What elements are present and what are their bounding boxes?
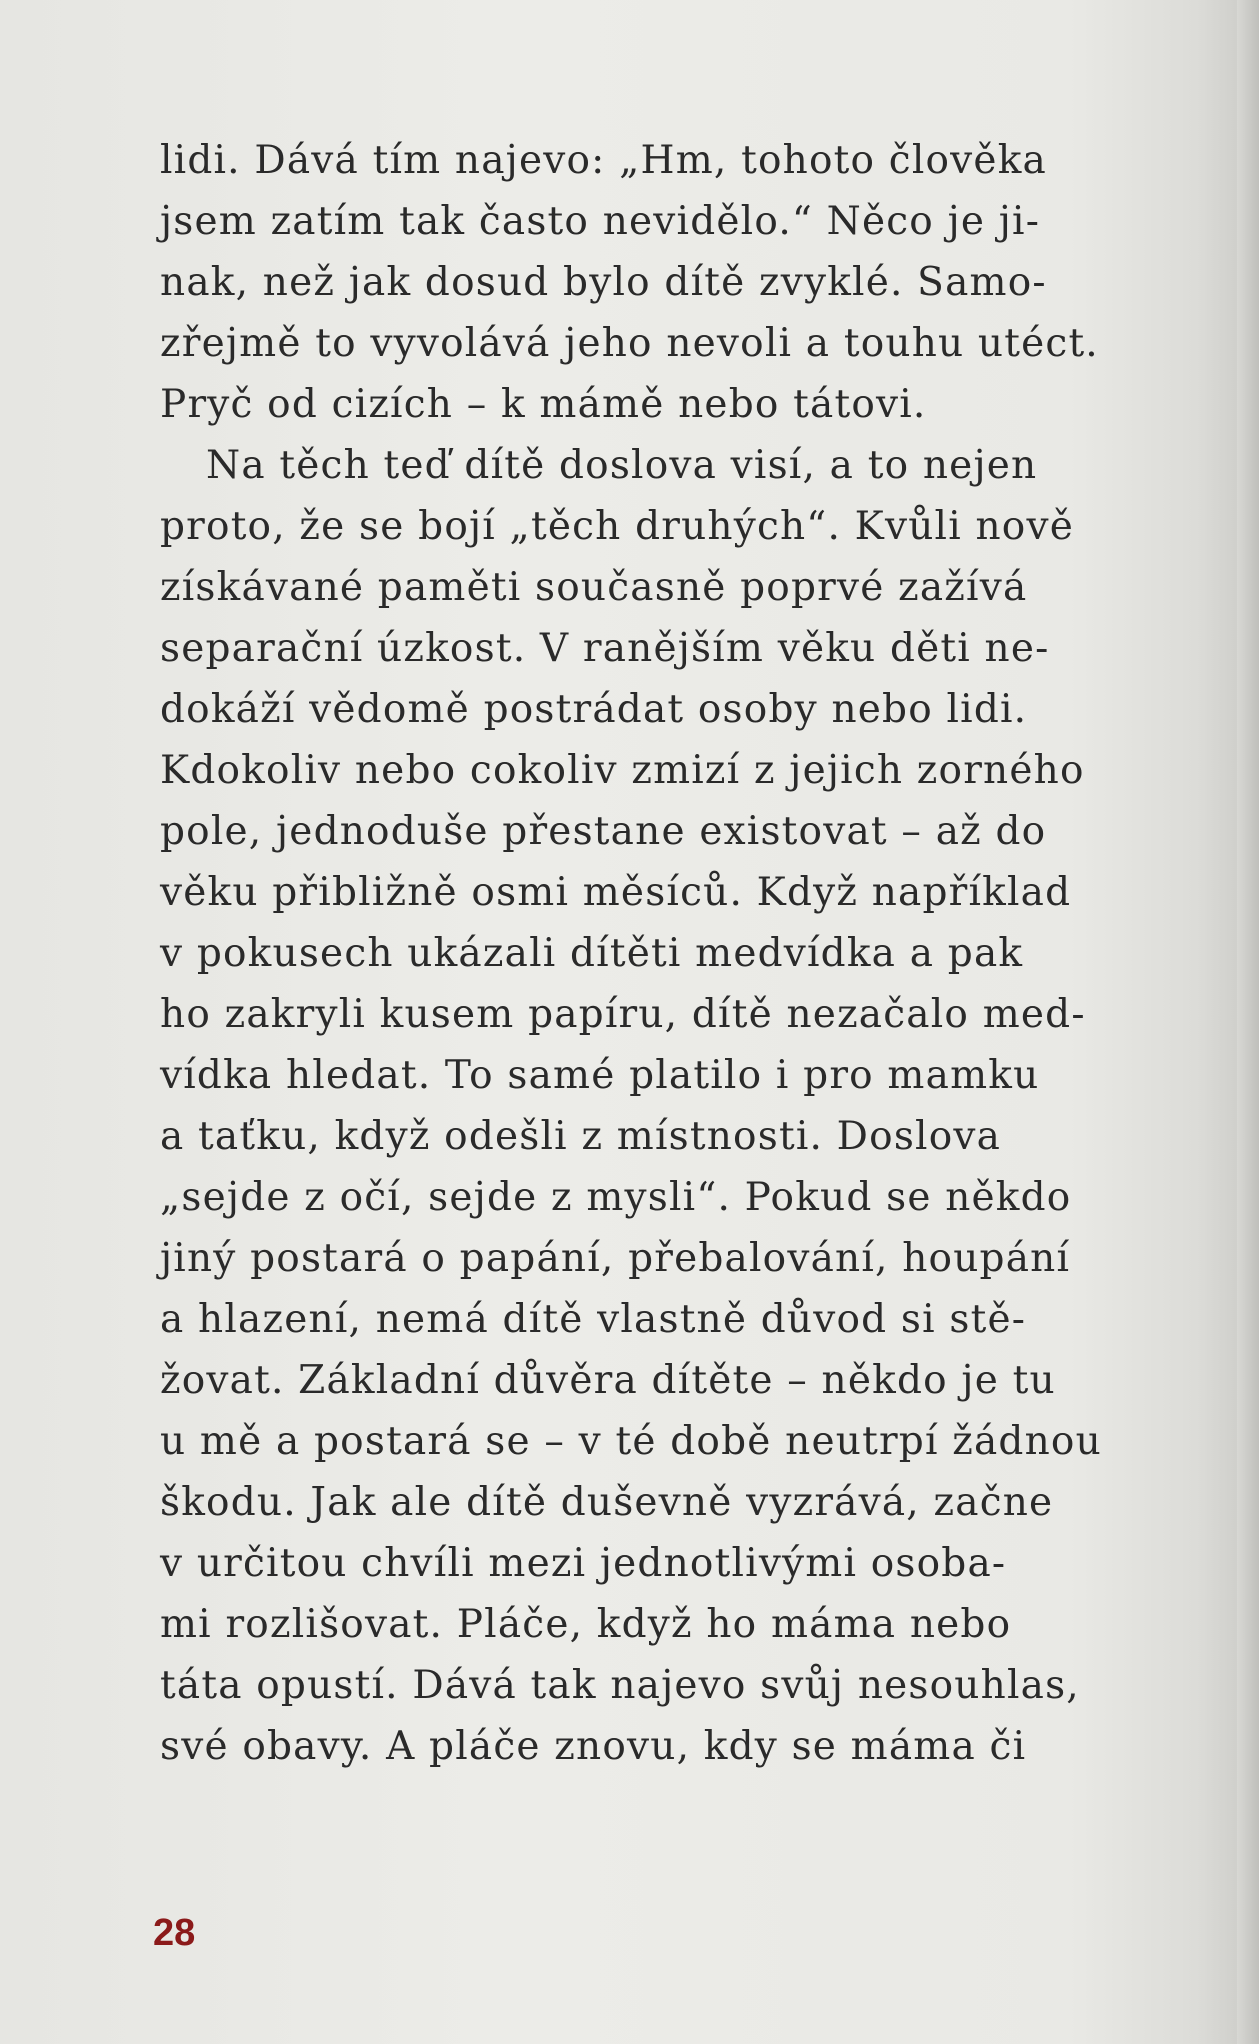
text-line: Pryč od cizích – k mámě nebo tátovi. (160, 382, 927, 427)
text-line: proto, že se bojí „těch druhých“. Kvůli nově (160, 504, 1074, 549)
text-line: lidi. Dává tím najevo: „Hm, tohoto člověka (160, 138, 1047, 183)
text-line: a taťku, když odešli z místnosti. Doslova (160, 1114, 1002, 1159)
page-number: 28 (153, 1912, 196, 1954)
text-line: jsem zatím tak často nevidělo.“ Něco je ji- (160, 199, 1041, 244)
text-line: v pokusech ukázali dítěti medvídka a pak (160, 931, 1024, 976)
text-line: věku přibližně osmi měsíců. Když například (160, 870, 1072, 915)
text-line: zřejmě to vyvolává jeho nevoli a touhu utéct. (160, 321, 1099, 366)
text-line: škodu. Jak ale dítě duševně vyzrává, začne (160, 1480, 1054, 1525)
text-line: dokáží vědomě postrádat osoby nebo lidi. (160, 687, 1028, 732)
text-line: své obavy. A pláče znovu, kdy se máma či (160, 1724, 1027, 1769)
text-line: Kdokoliv nebo cokoliv zmizí z jejich zorného (160, 748, 1085, 793)
text-line: nak, než jak dosud bylo dítě zvyklé. Samo- (160, 260, 1047, 305)
paragraph-start-line: Na těch teď dítě doslova visí, a to nejen (206, 443, 1038, 488)
text-line: pole, jednoduše přestane existovat – až do (160, 809, 1047, 854)
body-text (160, 130, 1160, 1777)
text-line: táta opustí. Dává tak najevo svůj nesouhlas, (160, 1663, 1080, 1708)
text-line: vídka hledat. To samé platilo i pro mamku (160, 1053, 1040, 1098)
text-line: u mě a postará se – v té době neutrpí žádnou (160, 1419, 1102, 1464)
text-line: žovat. Základní důvěra dítěte – někdo je tu (160, 1358, 1056, 1403)
text-line: jiný postará o papání, přebalování, houpání (160, 1236, 1071, 1281)
text-line: získávané paměti současně poprvé zažívá (160, 565, 1028, 610)
text-line: separační úzkost. V ranějším věku děti ne- (160, 626, 1050, 671)
page-edge-shadow (1237, 0, 1259, 2044)
text-line: a hlazení, nemá dítě vlastně důvod si stě- (160, 1297, 1027, 1342)
text-line: ho zakryli kusem papíru, dítě nezačalo med- (160, 992, 1086, 1037)
text-line: mi rozlišovat. Pláče, když ho máma nebo (160, 1602, 1012, 1647)
text-line: „sejde z očí, sejde z mysli“. Pokud se někdo (160, 1175, 1072, 1220)
text-line: v určitou chvíli mezi jednotlivými osoba- (160, 1541, 1007, 1586)
